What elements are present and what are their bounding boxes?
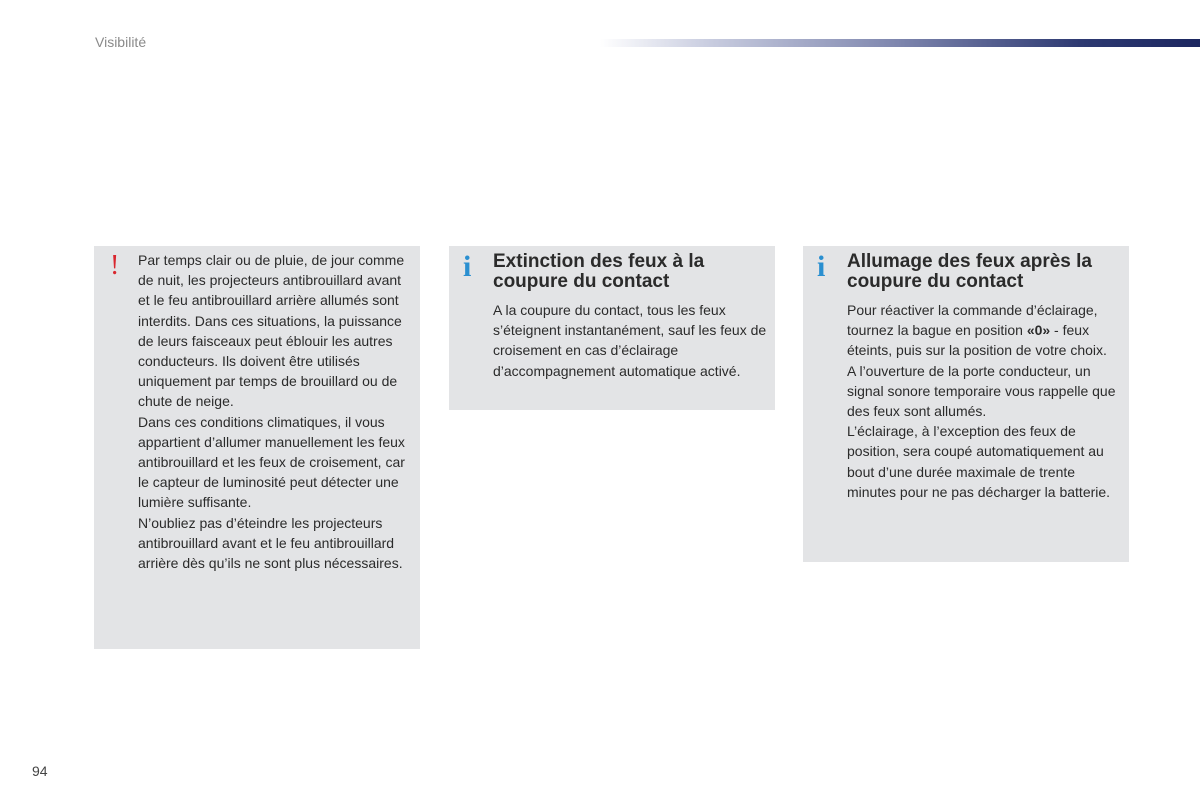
info-paragraph: A la coupure du contact, tous les feux s’éteignent instantanément, sauf les feux de croisement en cas d’éclairage d’accompagnement automatique activé. [493, 302, 767, 379]
info-paragraph [847, 300, 1123, 361]
warning-text [138, 250, 414, 573]
text-segment: Pour réactiver la commande d’éclairage, tournez la bague en position [847, 302, 1098, 339]
text-segment: - feux éteints, puis sur la position de votre choix. [847, 322, 1107, 359]
info-icon: i [463, 250, 472, 283]
warning-paragraph: Par temps clair ou de pluie, de jour comme de nuit, les projecteurs antibrouillard avant et le feu antibrouillard arrière allumés sont interdits. Dans ces situations, la puissance de leurs faisceaux peut éblouir les autres conducteurs. Ils doivent être utilisés uniquement par temps de brouillard ou de chute de neige. [138, 252, 405, 410]
info-paragraph: A l’ouverture de la porte conducteur, un signal sonore temporaire vous rappelle que des feux sont allumés. [847, 362, 1116, 420]
warning-paragraph: Dans ces conditions climatiques, il vous appartient d’allumer manuellement les feux antibrouillard et les feux de croisement, car le capteur de luminosité peut détecter une lumière suffisante. [138, 413, 405, 511]
header-gradient-bar [600, 39, 1200, 47]
info-icon: i [817, 250, 826, 283]
info-box-light-reactivation [803, 246, 1129, 562]
exclamation-icon: ! [110, 250, 120, 281]
section-title: Visibilité [95, 34, 147, 50]
info-box-title: Extinction des feux à la coupure du contact [493, 251, 705, 292]
warning-paragraph: N’oubliez pas d’éteindre les projecteurs antibrouillard avant et le feu antibrouillard arrière dès qu’ils ne sont plus nécessaires. [138, 514, 403, 572]
warning-box [94, 246, 420, 649]
page-number: 94 [32, 763, 48, 779]
position-label: «0» [1026, 322, 1051, 339]
info-paragraph: L’éclairage, à l’exception des feux de position, sera coupé automatiquement au bout d’une durée maximale de trente minutes pour ne pas décharger la batterie. [847, 423, 1111, 500]
info-box-light-extinction [449, 246, 775, 410]
info-box-title: Allumage des feux après la coupure du contact [847, 251, 1092, 292]
info-box-text [847, 300, 1123, 502]
info-box-text [493, 300, 769, 381]
